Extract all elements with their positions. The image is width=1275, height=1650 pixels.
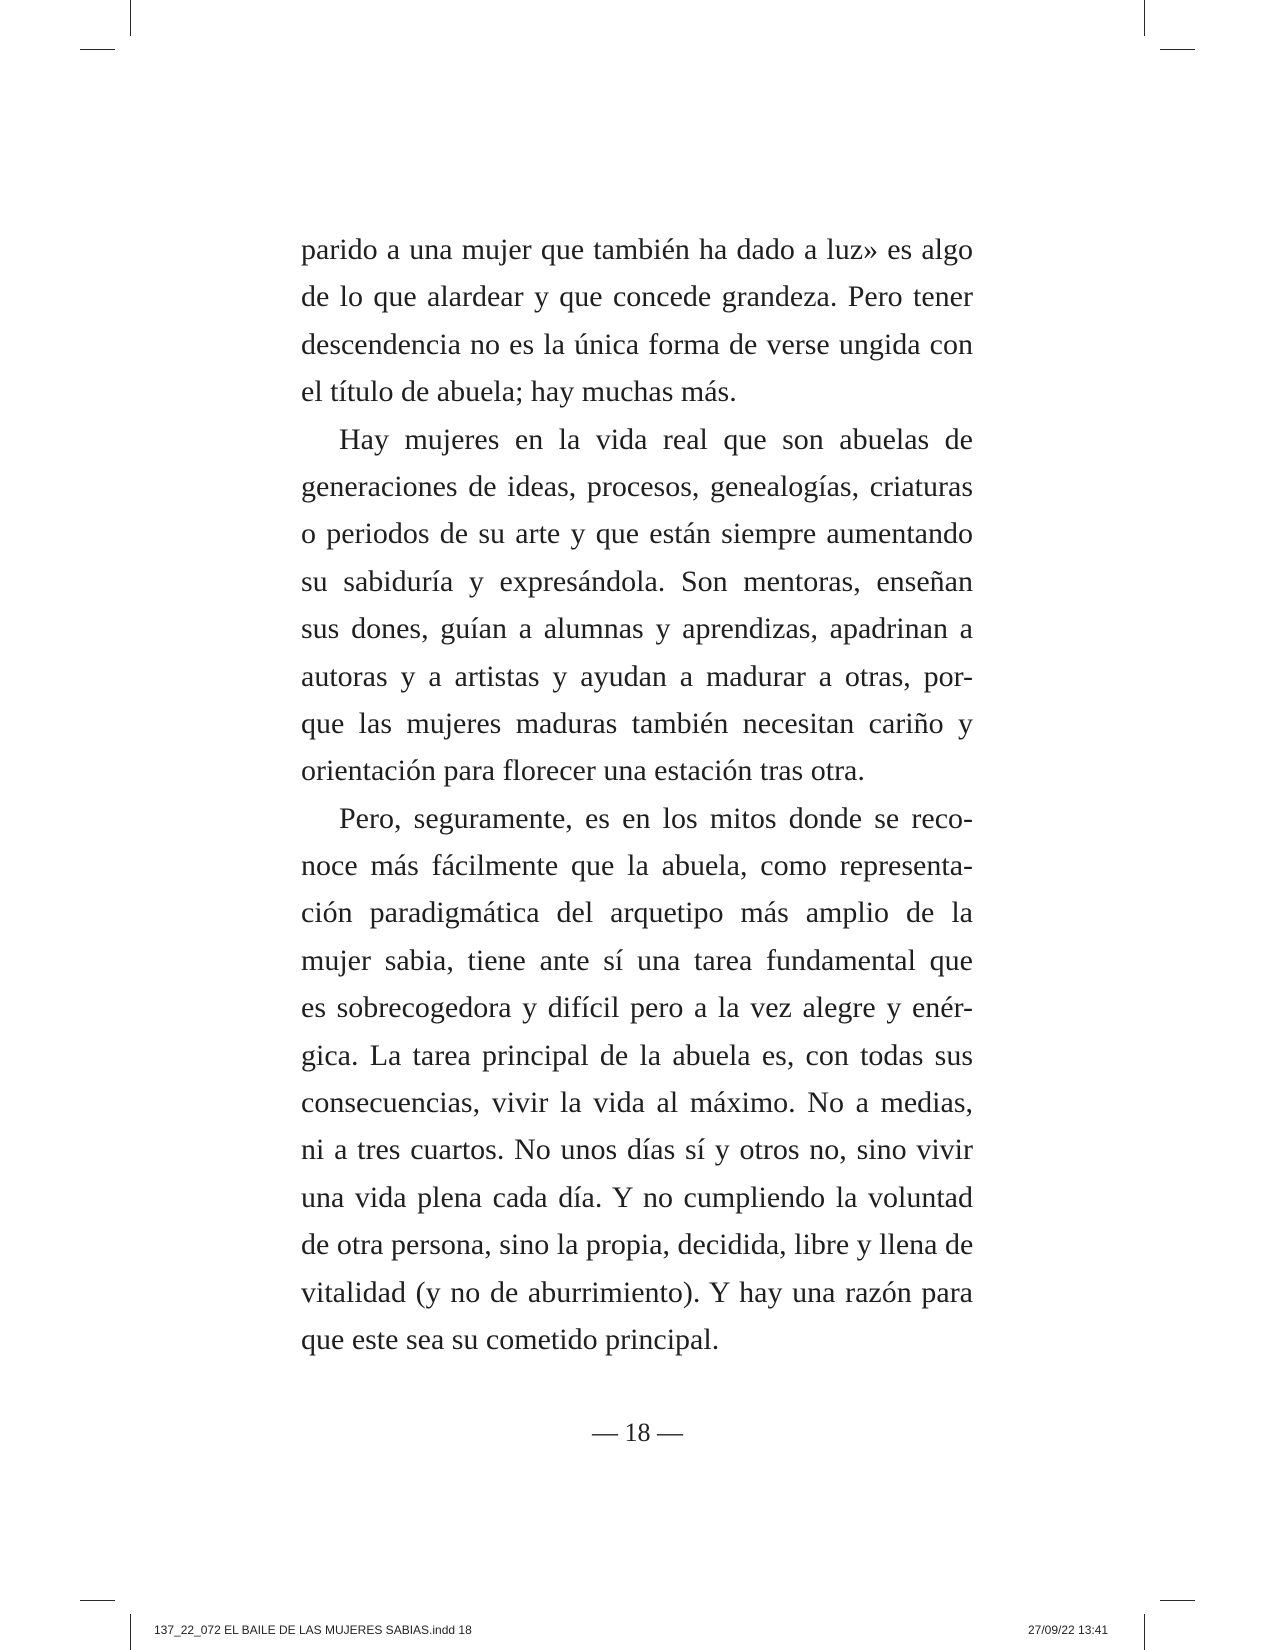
text-line: gica. La tarea principal de la abuela es, con todas sus — [301, 1038, 973, 1072]
text-line: vitalidad (y no de aburrimiento). Y hay una razón para — [301, 1275, 973, 1309]
crop-mark-bottom-right-vertical — [1144, 1614, 1145, 1650]
body-text — [301, 226, 973, 1363]
text-line: que las mujeres maduras también necesitan cariño y — [301, 706, 973, 740]
crop-mark-bottom-left-vertical — [130, 1614, 131, 1650]
crop-mark-top-right-vertical — [1144, 0, 1145, 36]
text-line: noce más fácilmente que la abuela, como representa- — [301, 849, 973, 883]
text-line: autoras y a artistas y ayudan a madurar a otras, por- — [301, 659, 973, 693]
page-number: — 18 — — [592, 1418, 683, 1447]
text-line: el título de abuela; hay muchas más. — [301, 375, 737, 409]
crop-mark-top-left-horizontal — [80, 49, 115, 50]
text-line: o periodos de su arte y que están siempre aumentando — [301, 517, 973, 551]
text-line: es sobrecogedora y difícil pero a la vez alegre y enér- — [301, 991, 973, 1025]
text-line: una vida plena cada día. Y no cumpliendo la voluntad — [301, 1180, 973, 1214]
text-line: consecuencias, vivir la vida al máximo. No a medias, — [301, 1086, 973, 1120]
text-line: que este sea su cometido principal. — [301, 1322, 720, 1356]
text-line: orientación para florecer una estación tras otra. — [301, 754, 865, 788]
text-line: de otra persona, sino la propia, decidida, libre y llena de — [301, 1228, 974, 1262]
text-line: Hay mujeres en la vida real que son abuelas de — [339, 422, 973, 456]
text-line: ni a tres cuartos. No unos días sí y otros no, sino vivir — [301, 1133, 973, 1167]
text-line: Pero, seguramente, es en los mitos donde se reco- — [339, 801, 973, 835]
text-line: parido a una mujer que también ha dado a luz» es algo — [301, 233, 973, 266]
text-line: generaciones de ideas, procesos, genealogías, criaturas — [301, 469, 973, 503]
slug-datetime: 27/09/22 13:41 — [1028, 1623, 1109, 1637]
text-line: descendencia no es la única forma de verse ungida con — [301, 327, 973, 361]
crop-mark-top-right-horizontal — [1160, 49, 1195, 50]
text-line: mujer sabia, tiene ante sí una tarea fundamental que — [301, 943, 973, 977]
slug-filename: 137_22_072 EL BAILE DE LAS MUJERES SABIAS.indd 18 — [154, 1623, 472, 1637]
text-line: sus dones, guían a alumnas y aprendizas, apadrinan a — [301, 612, 973, 646]
crop-mark-bottom-left-horizontal — [80, 1600, 115, 1601]
text-line: su sabiduría y expresándola. Son mentoras, enseñan — [301, 564, 973, 598]
text-line: de lo que alardear y que concede grandeza. Pero tener — [301, 280, 973, 314]
crop-mark-bottom-right-horizontal — [1160, 1600, 1195, 1601]
crop-mark-top-left-vertical — [130, 0, 131, 36]
text-line: ción paradigmática del arquetipo más amplio de la — [301, 896, 973, 930]
